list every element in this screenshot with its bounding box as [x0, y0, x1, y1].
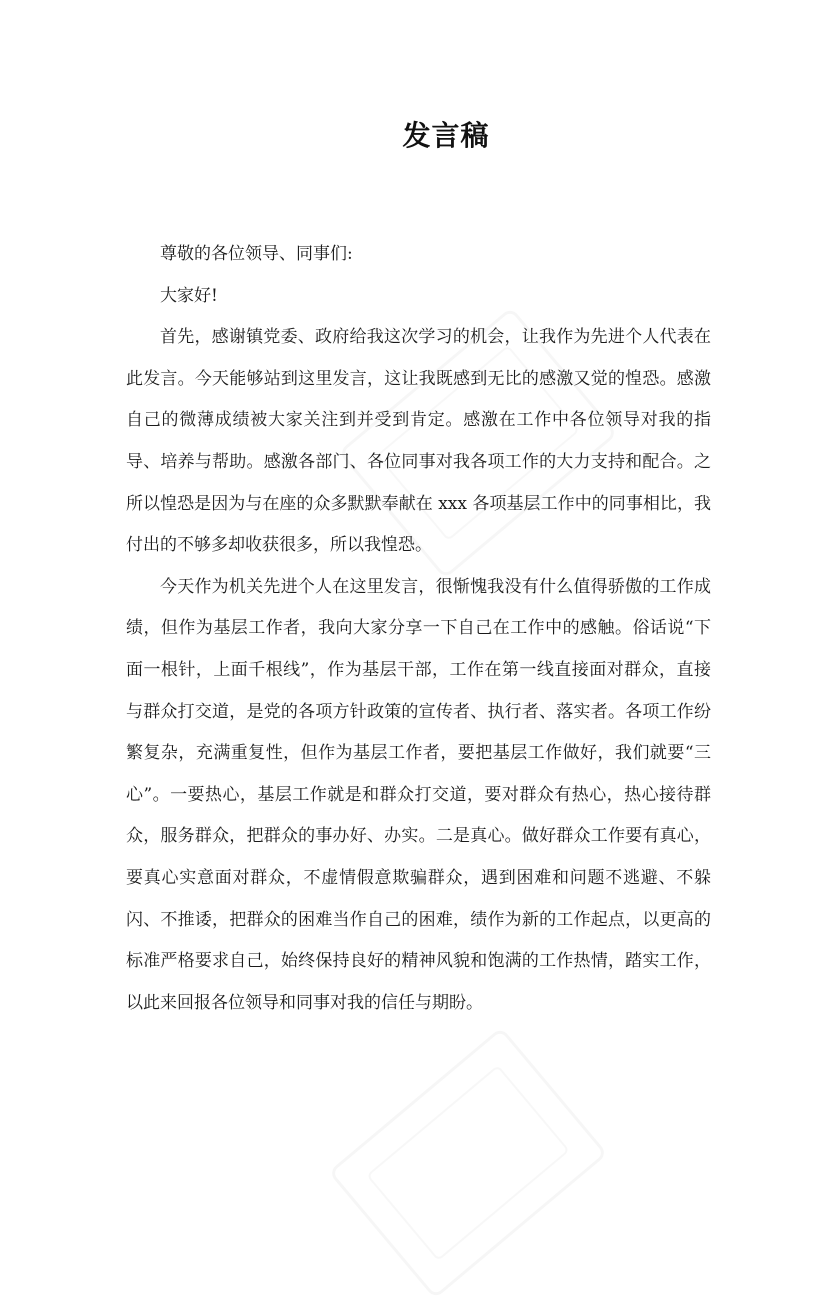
document-body — [126, 234, 711, 1024]
greeting: 大家好! — [160, 285, 218, 306]
body-paragraph: 首先，感谢镇党委、政府给我这次学习的机会，让我作为先进个人代表在此发言。今天能够站到这里发言，这让我既感到无比的感激又觉的惶恐。感激自己的微薄成绩被大家关注到并受到肯定。感激在工作中各位领导对我的指导、培养与帮助。感激各部门、各位同事对我各项工作的大力支持和配合。之所以惶恐是因为与在座的众多默默奉献在 xxx 各项基层工作中的同事相比，我付出的不够多却收获很多，所以我惶恐。 — [126, 327, 711, 556]
watermark-stamp — [328, 1027, 608, 1299]
document-title: 发言稿 — [402, 119, 490, 152]
salutation: 尊敬的各位领导、同事们: — [160, 244, 353, 264]
body-paragraph: 今天作为机关先进个人在这里发言，很惭愧我没有什么值得骄傲的工作成绩，但作为基层工作者，我向大家分享一下自己在工作中的感触。俗话说“下面一根针，上面千根线”，作为基层干部，工作在第一线直接面对群众，直接与群众打交道，是党的各项方针政策的宣传者、执行者、落实者。各项工作纷繁复杂，充满重复性，但作为基层工作者，要把基层工作做好，我们就要“三心”。一要热心，基层工作就是和群众打交道，要对群众有热心，热心接待群众，服务群众，把群众的事办好、办实。二是真心。做好群众工作要有真心，要真心实意面对群众，不虚情假意欺骗群众，遇到困难和问题不逃避、不躲闪、不推诿，把群众的困难当作自己的困难，绩作为新的工作起点，以更高的标准严格要求自己，始终保持良好的精神风貌和饱满的工作热情，踏实工作，以此来回报各位领导和同事对我的信任与期盼。 — [126, 576, 711, 1013]
